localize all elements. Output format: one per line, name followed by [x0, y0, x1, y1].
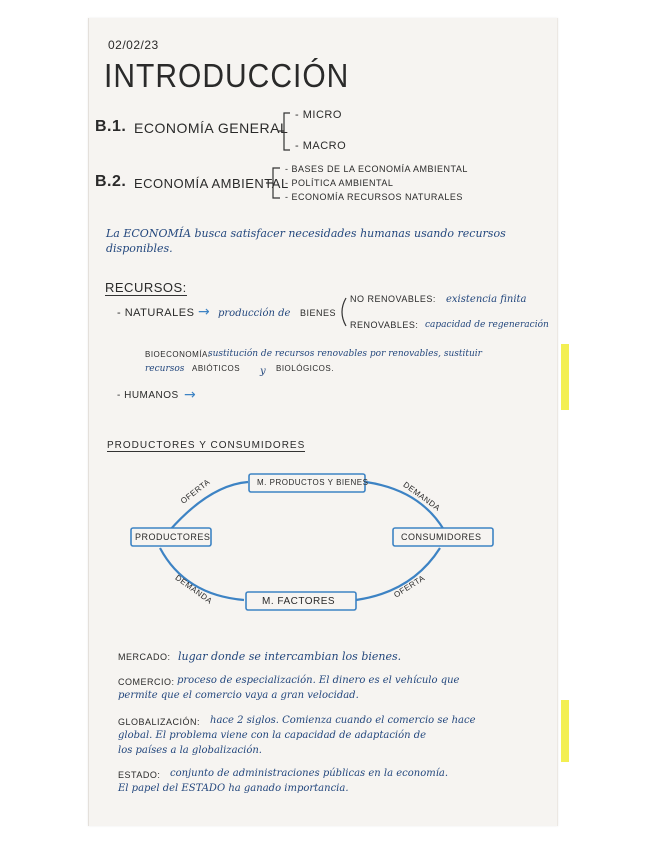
- bioeconomia-line2-b: ABIÓTICOS: [192, 364, 241, 373]
- bienes-label: BIENES: [300, 308, 337, 318]
- globalizacion-text-2: global. El problema viene con la capacidad de adaptación de: [118, 730, 427, 741]
- section-label-2: ECONOMÍA AMBIENTAL: [134, 176, 289, 191]
- bioeconomia-line2-d: BIOLÓGICOS.: [276, 364, 334, 373]
- naturales-label: - NATURALES: [117, 307, 195, 319]
- estado-text-1: conjunto de administraciones públicas en la economía.: [170, 768, 449, 779]
- bioeconomia-line1: sustitución de recursos renovables por renovables, sustituir: [208, 349, 482, 359]
- arrow-icon: →: [198, 304, 210, 320]
- section-item-recursos: - ECONOMÍA RECURSOS NATURALES: [285, 192, 463, 202]
- top-box-label: M. PRODUCTOS Y BIENES: [257, 478, 369, 487]
- bottom-box-label: M. FACTORES: [262, 596, 336, 607]
- section-number-2: B.2.: [95, 173, 127, 190]
- globalizacion-text-1: hace 2 siglos. Comienza cuando el comercio se hace: [210, 715, 476, 726]
- renovables-desc: capacidad de regeneración: [425, 320, 549, 330]
- arrow-icon-humanos: →: [184, 387, 196, 403]
- section-item-macro: - MACRO: [295, 140, 347, 152]
- mercado-text: lugar donde se intercambian los bienes.: [178, 650, 402, 663]
- recursos-heading: RECURSOS:: [105, 280, 187, 295]
- no-renovables-desc: existencia finita: [446, 294, 527, 305]
- right-box-label: CONSUMIDORES: [401, 532, 482, 542]
- section-number-1: B.1.: [95, 118, 127, 135]
- arc-top-left: [170, 482, 248, 530]
- date-label: 02/02/23: [108, 38, 159, 52]
- globalizacion-term: GLOBALIZACIÓN:: [118, 717, 201, 727]
- comercio-text-1: proceso de especialización. El dinero es el vehículo que: [177, 675, 460, 686]
- globalizacion-text-3: los países a la globalización.: [118, 745, 262, 756]
- produccion-label: producción de: [218, 308, 291, 319]
- bioeconomia-line2-c: y: [260, 366, 266, 377]
- comercio-term: COMERCIO:: [118, 677, 175, 687]
- left-box-label: PRODUCTORES: [135, 532, 211, 542]
- comercio-text-2: permite que el comercio vaya a gran velocidad.: [118, 690, 359, 701]
- bioeconomia-term: BIOECONOMÍA:: [145, 350, 211, 359]
- bioeconomia-line2-a: recursos: [145, 364, 185, 374]
- oferta-bottom-label: OFERTA: [392, 573, 427, 600]
- demanda-bottom-label: DEMANDA: [173, 573, 215, 606]
- section-item-bases: - BASES DE LA ECONOMÍA AMBIENTAL: [285, 164, 468, 174]
- section-item-politica: - POLÍTICA AMBIENTAL: [285, 178, 394, 188]
- page-title: INTRODUCCIÓN: [104, 58, 350, 95]
- mercado-term: MERCADO:: [118, 652, 171, 662]
- estado-term: ESTADO:: [118, 770, 161, 780]
- demanda-top-label: DEMANDA: [401, 480, 443, 513]
- oferta-top-label: OFERTA: [178, 477, 212, 506]
- section-item-micro: - MICRO: [295, 109, 342, 121]
- economia-definition-line1: La ECONOMÍA busca satisfacer necesidades humanas usando recursos: [106, 227, 506, 240]
- humanos-label: - HUMANOS: [117, 390, 179, 401]
- no-renovables-label: NO RENOVABLES:: [350, 294, 436, 304]
- diagram-heading: PRODUCTORES Y CONSUMIDORES: [107, 440, 306, 451]
- estado-text-2: El papel del ESTADO ha ganado importancia.: [118, 783, 349, 794]
- renovables-label: RENOVABLES:: [350, 320, 419, 330]
- economia-definition-line2: disponibles.: [106, 242, 173, 255]
- section-label-1: ECONOMÍA GENERAL: [134, 120, 289, 136]
